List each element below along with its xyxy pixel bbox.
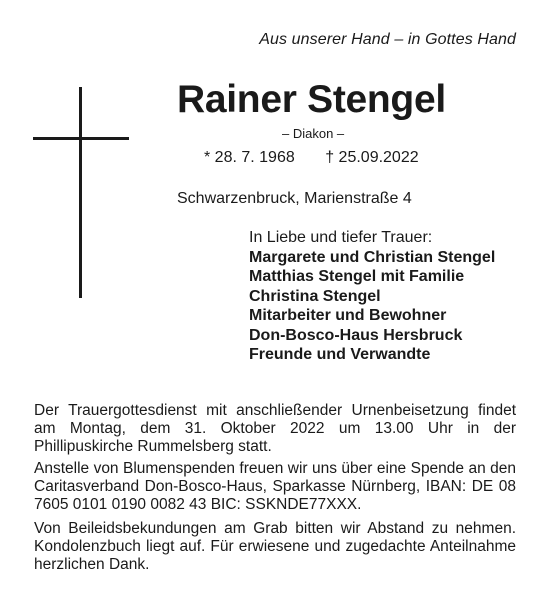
death-date: † 25.09.2022 bbox=[325, 149, 419, 166]
address: Schwarzenbruck, Marienstraße 4 bbox=[177, 190, 412, 207]
deceased-name: Rainer Stengel bbox=[177, 78, 446, 121]
motto-text: Aus unserer Hand – in Gottes Hand bbox=[259, 31, 516, 48]
life-dates bbox=[204, 149, 419, 167]
cross-horizontal-bar bbox=[33, 137, 129, 140]
mourner-name: Matthias Stengel mit Familie bbox=[249, 268, 465, 285]
mourner-name: Christina Stengel bbox=[249, 287, 381, 305]
condolence-paragraph: Von Beileidsbekundungen am Grab bitten wir Abstand zu nehmen. Kondolenzbuch liegt auf. Für erwiesene und zugedachte Anteilnahme herzlichen Dank. bbox=[34, 520, 516, 573]
mourner-name: Margarete und Christian Stengel bbox=[249, 248, 496, 266]
birth-date: * 28. 7. 1968 bbox=[204, 149, 295, 166]
mourners-intro: In Liebe und tiefer Trauer: bbox=[249, 229, 433, 246]
service-paragraph: Der Trauergottesdienst mit anschließender Urnenbeisetzung findet am Montag, dem 31. Oktober 2022 um 13.00 Uhr in der Phillipuskirche Rummelsberg statt. bbox=[34, 402, 516, 455]
donation-paragraph: Anstelle von Blumenspenden freuen wir uns über eine Spende an den Caritasverband Don-Bosco-Haus, Sparkasse Nürnberg, IBAN: DE 08 7605 0101 0190 0082 43 BIC: SSKNDE77XXX. bbox=[34, 460, 516, 513]
mourners-list bbox=[249, 228, 495, 365]
mourner-name: Mitarbeiter und Bewohner bbox=[249, 307, 447, 324]
mourner-name: Freunde und Verwandte bbox=[249, 346, 431, 363]
cross-vertical-bar bbox=[79, 87, 82, 298]
mourner-name: Don-Bosco-Haus Hersbruck bbox=[249, 326, 463, 344]
deceased-role: – Diakon – bbox=[282, 126, 345, 141]
